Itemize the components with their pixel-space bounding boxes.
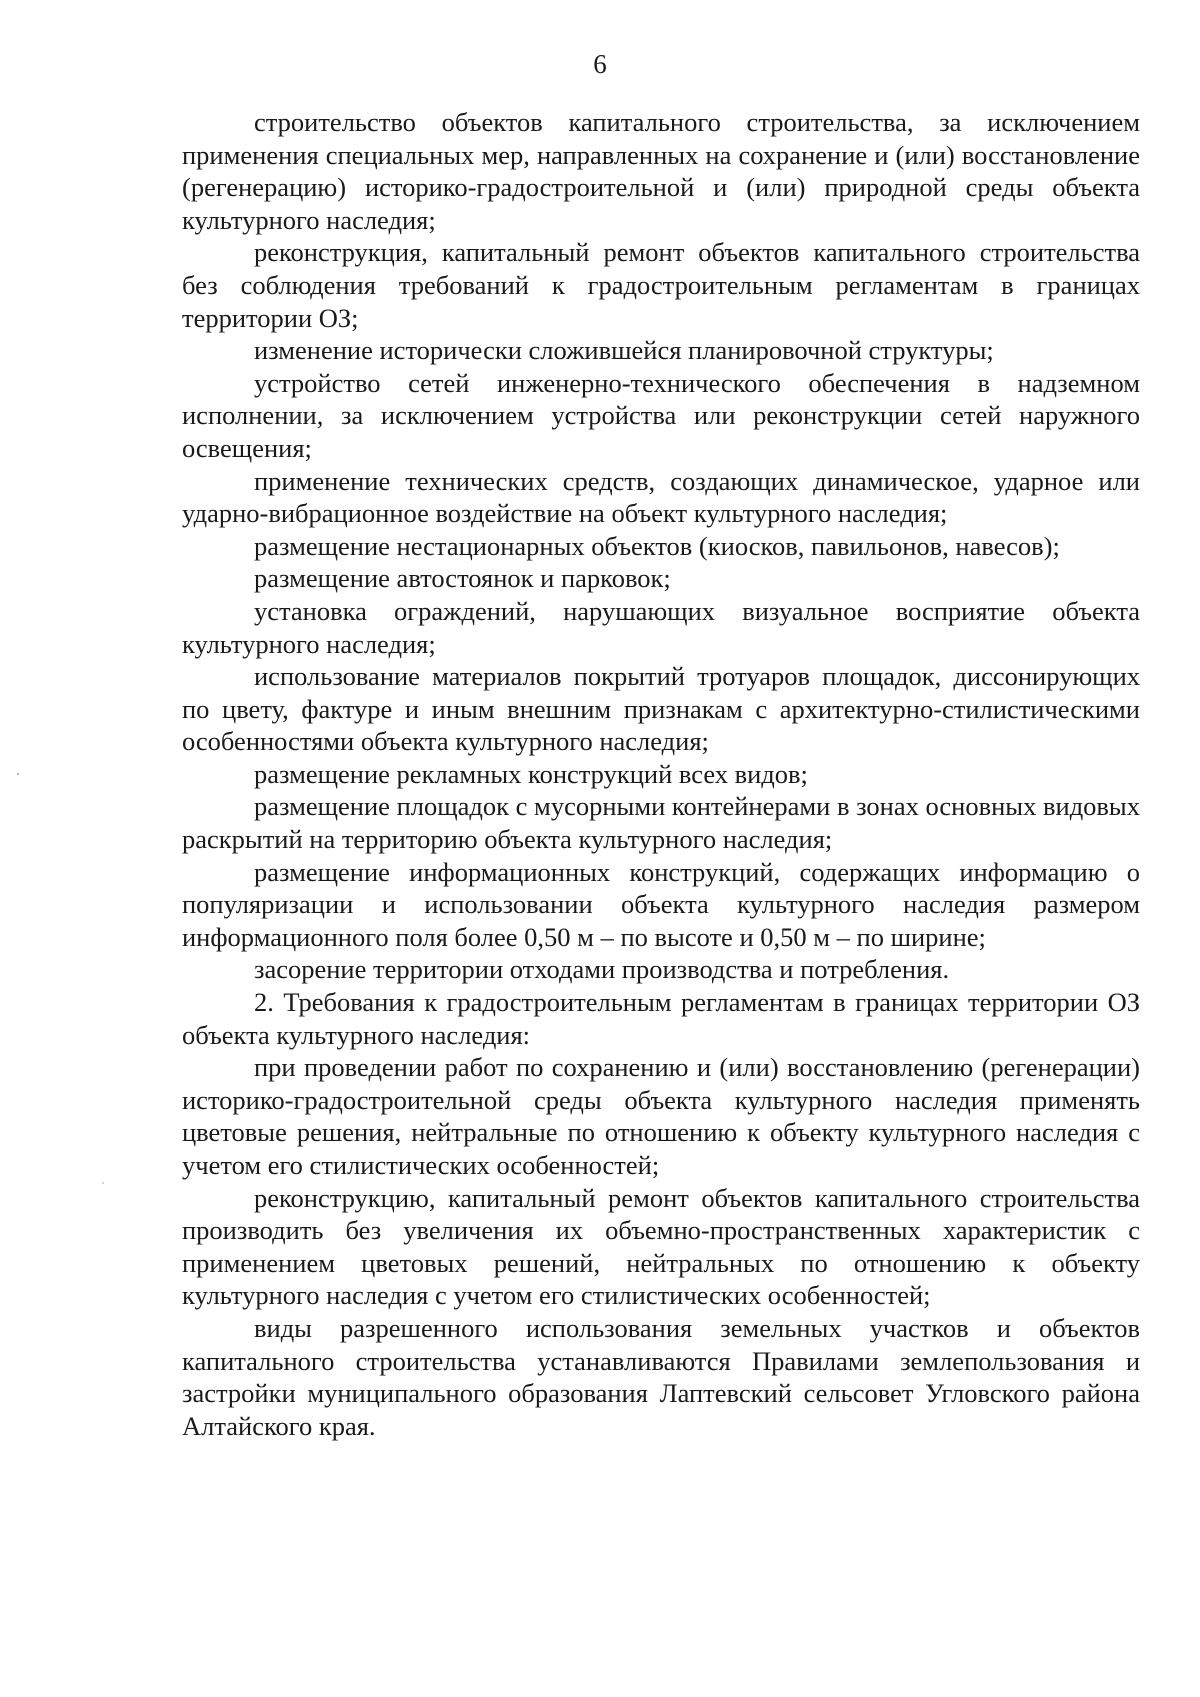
scan-speck <box>17 773 19 775</box>
paragraph-advertising: размещение рекламных конструкций всех видов; <box>254 758 808 789</box>
paragraph-info-structures: размещение информационных конструкций, содержащих информацию о популяризации и использовании объекта культурного наследия размером информационного поля более 0,50 м – по высоте и 0,50 м – по ширине; <box>182 856 1140 952</box>
paragraph-pavement-materials: использование материалов покрытий тротуаров площадок, диссонирующих по цвету, фактуре и иным внешним признакам с архитектурно-стилистическими особенностями объекта культурного наследия; <box>182 661 1140 757</box>
page-number: 6 <box>593 49 607 79</box>
document-body <box>182 106 1140 1442</box>
paragraph-permitted-use: виды разрешенного использования земельных участков и объектов капитального строительства устанавливаются Правилами землепользования и застройки муниципального образования Лаптевский сельсовет Угловского района Алтайского края. <box>182 1312 1140 1441</box>
paragraph-construction-ban: строительство объектов капитального строительства, за исключением применения специальных мер, направленных на сохранение и (или) восстановление (регенерацию) историко-градостроительной и (или) природной среды объекта культурного наследия; <box>182 107 1140 235</box>
paragraph-parking: размещение автостоянок и парковок; <box>254 563 671 594</box>
paragraph-fences: установка ограждений, нарушающих визуальное восприятие объекта культурного наследия; <box>182 595 1140 659</box>
paragraph-littering: засорение территории отходами производства и потребления. <box>254 954 950 985</box>
paragraph-waste-containers: размещение площадок с мусорными контейнерами в зонах основных видовых раскрытий на территорию объекта культурного наследия; <box>182 791 1140 855</box>
paragraph-reconstruction-requirements: реконструкцию, капитальный ремонт объектов капитального строительства производить без увеличения их объемно-пространственных характеристик с применением цветовых решений, нейтральных по отношению к объекту культурного наследия с учетом его стилистических особенностей; <box>182 1182 1140 1311</box>
paragraph-temporary-objects: размещение нестационарных объектов (киосков, павильонов, навесов); <box>254 530 1060 561</box>
paragraph-engineering-networks: устройство сетей инженерно-технического обеспечения в надземном исполнении, за исключением устройства или реконструкции сетей наружного освещения; <box>182 367 1140 463</box>
paragraph-section-2-heading: 2. Требования к градостроительным регламентам в границах территории ОЗ объекта культурного наследия: <box>182 987 1140 1050</box>
scan-speck <box>102 1182 104 1184</box>
paragraph-reconstruction-ban: реконструкция, капитальный ремонт объектов капитального строительства без соблюдения требований к градостроительным регламентам в границах территории ОЗ; <box>182 237 1140 333</box>
paragraph-planning-structure: изменение исторически сложившейся планировочной структуры; <box>254 335 994 366</box>
paragraph-technical-means: применение технических средств, создающих динамическое, ударное или ударно-вибрационное воздействие на объект культурного наследия; <box>182 465 1140 529</box>
paragraph-color-solutions: при проведении работ по сохранению и (или) восстановлению (регенерации) историко-градостроительной среды объекта культурного наследия применять цветовые решения, нейтральные по отношению к объекту культурного наследия с учетом его стилистических особенностей; <box>182 1052 1140 1180</box>
